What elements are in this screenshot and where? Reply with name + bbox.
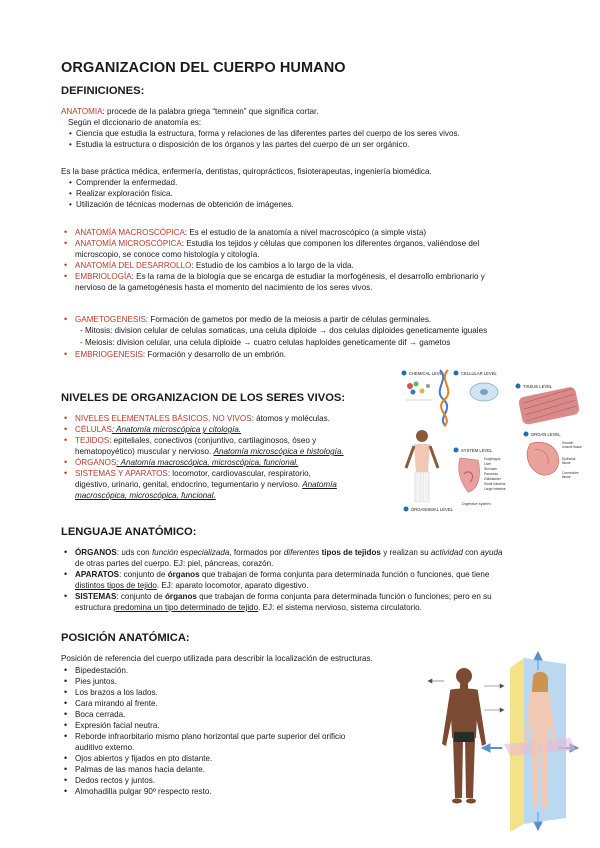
embrio-text: : Es la rama de la biología que se encarga de estudiar la morfogénesis, el desarrollo embrionario y [131, 272, 485, 281]
anatomical-position-figure [420, 648, 580, 832]
mitosis-text: - Mitosis: division celular de celulas somaticas, una celula diploide → dos celulas diploides geneticamente iguales [80, 326, 488, 335]
list-item: • Dedos rectos y juntos. [61, 775, 345, 786]
list-item: • Realizar exploración física. [67, 188, 294, 199]
list-item [61, 468, 344, 479]
macro-term: ANATOMÍA MACROSCÓPICA [75, 228, 185, 237]
list-item-continuation [61, 580, 502, 591]
nivel-5-text-3: Anatomía [302, 480, 337, 489]
anatomy-branches-list [61, 227, 485, 293]
svg-text:Smooth: Smooth [562, 441, 574, 445]
base-text: Es la base práctica médica, enfermería, dentistas, quiroprácticos, fisioterapeutas, ingeniería biomédica. [61, 167, 432, 176]
list-item [61, 435, 344, 446]
organos-text: ayuda [480, 548, 503, 557]
anatomia-text: : procede de la palabra griega “temnein” que significa cortar. [102, 107, 319, 116]
organos-text: con [462, 548, 481, 557]
list-item-continuation: auditivo externo. [75, 743, 135, 752]
lenguaje-list [61, 547, 502, 613]
aparatos-text: : conjunto de [119, 570, 168, 579]
nivel-4-text: : Anatomía macroscópica, microscópica, funcional. [116, 458, 299, 467]
cellular-level-label: CELLULAR LEVEL [461, 371, 497, 376]
list-item [61, 457, 344, 468]
embrio-term: EMBRIOLOGÍA [75, 272, 132, 281]
organos-text: función especializada [151, 548, 230, 557]
list-item: • Ojos abiertos y fijados en pto distante. [61, 753, 345, 764]
nivel-5-text-4: macroscópica, microscópica, funcional. [75, 491, 216, 500]
svg-text:Gallbladder: Gallbladder [484, 477, 501, 481]
list-item: • Cara mirando al frente. [61, 698, 345, 709]
organ-level-label: ORGAN LEVEL [531, 432, 561, 437]
sistemas-term: SISTEMAS [75, 592, 117, 601]
macro-text: : Es el estudio de la anatomía a nivel macroscópico (a simple vista) [184, 228, 427, 237]
list-item-continuation [61, 282, 485, 293]
anatomia-term: ANATOMIA [61, 107, 103, 116]
embrio-text-2: nervioso de la gametogénesis hasta el momento del nacimiento de los seres vivos. [75, 283, 373, 292]
list-item [61, 314, 431, 325]
list-item-continuation [61, 558, 502, 569]
organos-text: actividad [430, 548, 463, 557]
list-item: • Reborde infraorbitario mismo plano horizontal que parte superior del orificio [61, 731, 345, 742]
organos-text: : uds con [116, 548, 152, 557]
sistemas-text-4: . EJ: el sistema nervioso, sistema circulatorio. [258, 603, 422, 612]
gametogenesis-list [61, 314, 431, 325]
svg-text:tissue: tissue [562, 461, 571, 465]
gameto-term: GAMETOGENESIS [75, 315, 146, 324]
nivel-2-text: : Anatomía microscópica y citología. [111, 425, 242, 434]
list-item [61, 569, 502, 580]
lenguaje-heading: LENGUAJE ANATÓMICO: [61, 526, 197, 538]
aparatos-term: APARATOS [75, 570, 120, 579]
nivel-1-text: : átomos y moléculas. [251, 414, 330, 423]
list-item: • Pies juntos. [61, 676, 345, 687]
svg-text:Connective: Connective [562, 471, 579, 475]
svg-text:Small intestine: Small intestine [484, 482, 506, 486]
list-item: • Bipedestación. [61, 665, 345, 676]
organos-text: tipos de tejidos [321, 548, 381, 557]
sistemas-text: : conjunto de [116, 592, 165, 601]
meiosis-text: - Meiosis: division celular, una celula diploide → cuatro celulas haploides geneticamente dif → gametos [80, 338, 451, 347]
list-item: • Expresión facial neutra. [61, 720, 345, 731]
aparatos-text: órganos [167, 570, 200, 579]
micro-text: : Estudia los tejidos y células que componen los diferentes órganos, valiéndose del [181, 239, 480, 248]
nivel-2-term: CÉLULAS [75, 425, 112, 434]
embriogen-term: EMBRIOGENESIS [75, 350, 143, 359]
nivel-5-text-2: digestivo, urinario, genital, endocrino, tegumentario y nervioso. [75, 480, 303, 489]
system-level-label: SYSTEM LEVEL [461, 448, 493, 453]
nivel-1-term: NIVELES ELEMENTALES BÁSICOS, NO VIVOS [75, 414, 252, 423]
svg-text:Large intestine: Large intestine [484, 487, 506, 491]
aparatos-text-3: . EJ: aparato locomotor, aparato digestivo. [156, 581, 309, 590]
posicion-intro: Posición de referencia del cuerpo utilizada para describir la localización de estructuras. [61, 654, 373, 663]
definiciones-heading: DEFINICIONES: [61, 85, 145, 97]
list-item [61, 349, 286, 360]
desarrollo-text: : Estudio de los cambios a lo largo de la vida. [191, 261, 354, 270]
digestive-system-label: Digestive system [462, 502, 491, 506]
svg-text:tissue: tissue [562, 475, 571, 479]
list-item [61, 591, 502, 602]
dict-intro: Según el diccionario de anatomía es: [68, 118, 202, 127]
tissue-level-label: TISSUE LEVEL [523, 384, 553, 389]
desarrollo-term: ANATOMÍA DEL DESARROLLO [75, 261, 192, 270]
list-item-continuation [61, 602, 502, 613]
niveles-list [61, 413, 344, 501]
list-item [61, 227, 485, 238]
aparatos-text-2: distintos tipos de tejido [75, 581, 157, 590]
organos-text: diferentes [283, 548, 320, 557]
anatomia-definition [61, 106, 319, 117]
list-item [61, 424, 344, 435]
posicion-list [61, 665, 345, 797]
list-item: • Almohadilla pulgar 90º respecto resto. [61, 786, 345, 797]
list-item: • Estudia la estructura o disposición de los órganos y las partes del cuerpo de un ser orgánico. [67, 139, 460, 150]
list-item [61, 260, 485, 271]
sistemas-text-3: predomina un tipo determinado de tejido [113, 603, 259, 612]
nivel-3-term: TEJIDOS [75, 436, 110, 445]
embriogen-text: : Formación y desarrollo de un embrión. [142, 350, 286, 359]
list-item [61, 547, 502, 558]
nivel-5-text: : locomotor, cardiovascular, respiratorio, [167, 469, 311, 478]
micro-term: ANATOMÍA MICROSCÓPICA [75, 239, 182, 248]
sistemas-text: que trabajan de forma conjunta para determinada función o funciones; pero en su [196, 592, 492, 601]
organos-text: , formados por [229, 548, 284, 557]
list-item: • Utilización de técnicas modernas de obtención de imágenes. [67, 199, 294, 210]
organismal-level-label: ORGANISMAL LEVEL [411, 507, 453, 512]
list-item: • Comprender la enfermedad. [67, 177, 294, 188]
gameto-text: : Formación de gametos por medio de la meiosis a partir de células germinales. [145, 315, 432, 324]
micro-text-2: microscopio, se conoce como histología y citología. [75, 250, 260, 259]
svg-text:Esophagus: Esophagus [484, 457, 501, 461]
nivel-3-text-3: Anatomía microscópica e histología. [213, 447, 344, 456]
dict-list [67, 128, 460, 150]
list-item [61, 271, 485, 282]
svg-text:Epithelial: Epithelial [562, 457, 576, 461]
svg-text:muscle tissue: muscle tissue [562, 445, 582, 449]
niveles-heading: NIVELES DE ORGANIZACION DE LOS SERES VIVOS: [61, 392, 346, 404]
nivel-3-text: : epiteliales, conectivos (conjuntivo, cartilaginosos, óseo y [109, 436, 317, 445]
aparatos-text: que trabajan de forma conjunta para determinada función o funciones, que tiene [199, 570, 490, 579]
svg-text:Pancreas: Pancreas [484, 472, 498, 476]
embriogenesis-list [61, 349, 286, 360]
list-item-continuation [61, 249, 485, 260]
list-item [61, 413, 344, 424]
svg-text:Stomach: Stomach [484, 467, 498, 471]
organos-text-2: de otras partes del cuerpo. EJ: piel, páncreas, corazón. [75, 559, 274, 568]
list-item: • Boca cerrada. [61, 709, 345, 720]
list-item-continuation [61, 490, 344, 501]
list-item: • Los brazos a los lados. [61, 687, 345, 698]
page-title: ORGANIZACION DEL CUERPO HUMANO [61, 60, 346, 76]
posicion-heading: POSICIÓN ANATÓMICA: [61, 632, 190, 644]
list-item [61, 238, 485, 249]
list-item-continuation [61, 446, 344, 457]
sistemas-text-2: estructura [75, 603, 114, 612]
chemical-level-label: CHEMICAL LEVEL [409, 371, 445, 376]
list-item: • Ciencia que estudia la estructura, forma y relaciones de las diferentes partes del cuerpo de los seres vivos. [67, 128, 460, 139]
list-item: • Palmas de las manos hacia delante. [61, 764, 345, 775]
nivel-4-term: ÓRGANOS [75, 458, 117, 467]
levels-of-organization-figure [398, 364, 590, 516]
organos-term: ÓRGANOS [75, 548, 117, 557]
nivel-5-term: SISTEMAS Y APARATOS [75, 469, 168, 478]
list-item-continuation [61, 479, 344, 490]
base-list [67, 177, 294, 210]
organos-text: y realizan su [380, 548, 431, 557]
svg-text:Liver: Liver [484, 462, 492, 466]
sistemas-text: órganos [164, 592, 197, 601]
nivel-3-text-2: hematopoyético) muscular y nervioso. [75, 447, 214, 456]
